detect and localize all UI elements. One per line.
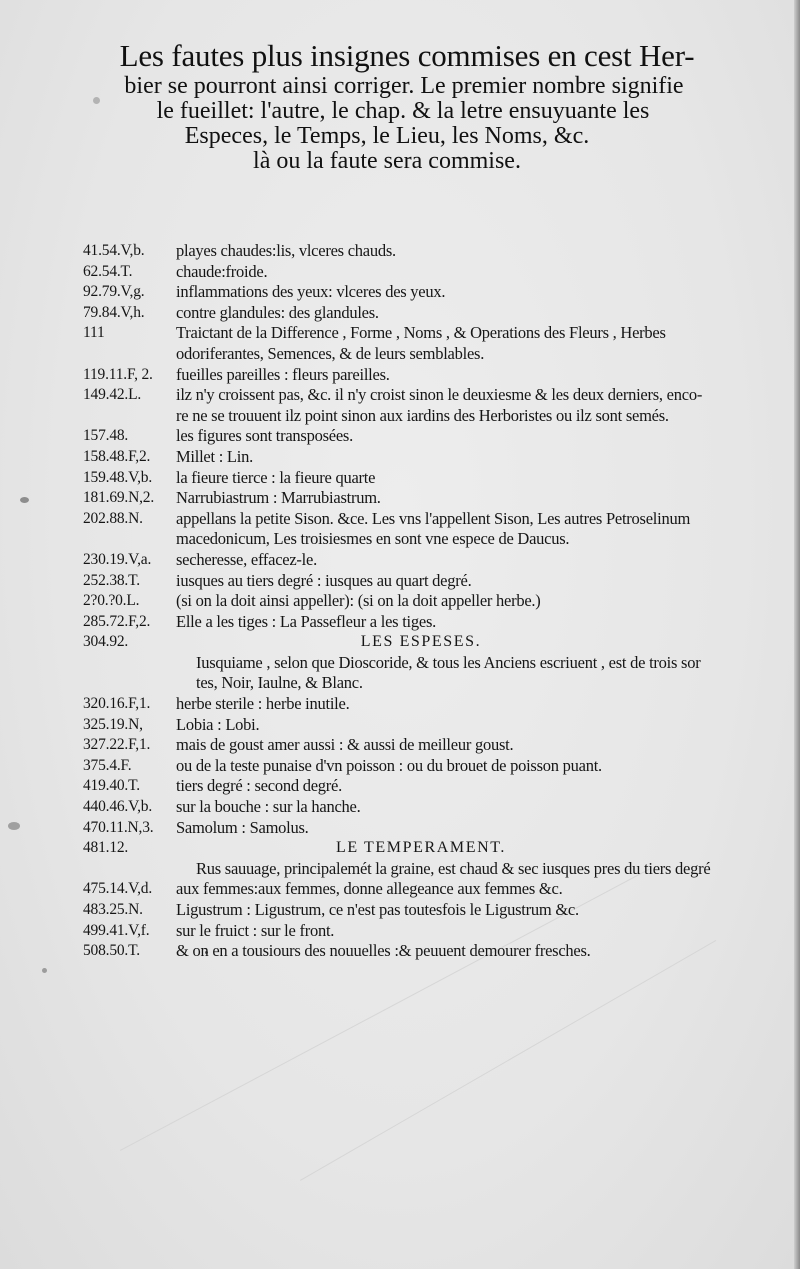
errata-ref: 320.16.F,1.: [83, 695, 151, 713]
errata-text: Ligustrum : Ligustrum, ce n'est pas toutesfois le Ligustrum &c.: [176, 900, 579, 919]
errata-text: Samolum : Samolus.: [176, 817, 309, 837]
errata-text: re ne se trouuent ilz point sinon aux iardins des Herboristes ou ilz sont semés.: [176, 405, 669, 425]
errata-ref: 41.54.V,b.: [83, 242, 145, 259]
errata-ref: 304.92.: [83, 633, 129, 651]
errata-text: la fieure tierce : la fieure quarte: [176, 467, 376, 487]
errata-row: [0, 776, 800, 797]
errata-row: [0, 509, 800, 530]
errata-text: contre glandules: des glandules.: [176, 302, 379, 322]
errata-row: [0, 900, 800, 921]
errata-list: [0, 241, 800, 962]
errata-ref: 440.46.V,b.: [83, 798, 152, 816]
errata-ref: 62.54.T.: [83, 262, 133, 280]
errata-ref: 481.12.: [83, 839, 129, 857]
errata-text: iusques au tiers degré : iusques au quart degré.: [176, 570, 472, 590]
errata-text: Millet : Lin.: [176, 446, 253, 466]
errata-row: [0, 241, 800, 262]
show-through-line: [300, 940, 716, 1181]
section-heading-row: [0, 838, 800, 859]
title-line: Les fautes plus insignes commises en cest Her-: [119, 38, 695, 73]
errata-row: [0, 468, 800, 489]
errata-text: ou de la teste punaise d'vn poisson : ou du brouet de poisson puant.: [176, 755, 602, 775]
errata-ref: 159.48.V,b.: [83, 468, 152, 486]
errata-ref: 252.38.T.: [83, 571, 140, 589]
errata-text: herbe sterile : herbe inutile.: [176, 694, 350, 714]
errata-ref: 157.48.: [83, 427, 129, 445]
errata-ref: 119.11.F, 2.: [83, 365, 153, 383]
section-heading: LES ESPESES.: [360, 633, 482, 651]
errata-ref: 419.40.T.: [83, 777, 140, 795]
errata-ref: 375.4.F.: [83, 756, 132, 774]
title-line: là ou la faute sera commise.: [253, 148, 521, 174]
errata-row: [0, 797, 800, 818]
errata-row: [0, 715, 800, 736]
errata-ref: 202.88.N.: [83, 509, 143, 527]
errata-ref: 92.79.V,g.: [83, 283, 145, 301]
errata-ref: 499.41.V,f.: [83, 921, 150, 939]
errata-row: [0, 921, 800, 942]
section-heading-row: [0, 632, 800, 653]
errata-row: [0, 262, 800, 283]
errata-row: [0, 941, 800, 962]
errata-ref: 181.69.N,2.: [83, 489, 154, 507]
errata-text: chaude:froide.: [176, 261, 268, 281]
errata-row: [0, 426, 800, 447]
errata-text: inflammations des yeux: vlceres des yeux.: [176, 282, 446, 302]
errata-ref: 475.14.V,d.: [83, 880, 152, 898]
errata-row: [0, 818, 800, 839]
errata-text: ilz n'y croissent pas, &c. il n'y croist sinon le deuxiesme & les deux derniers, enco-: [176, 385, 703, 405]
errata-row: [0, 694, 800, 715]
errata-text: aux femmes:aux femmes, donne allegeance aux femmes &c.: [176, 879, 563, 899]
errata-row: [0, 591, 800, 612]
ink-speck: [42, 968, 47, 973]
errata-row: [0, 447, 800, 468]
errata-row: [0, 653, 800, 674]
errata-ref: 325.19.N,: [83, 715, 143, 733]
errata-text: Lobia : Lobi.: [176, 714, 260, 734]
errata-text: macedonicum, Les troisiesmes en sont vne espece de Daucus.: [176, 529, 570, 549]
errata-ref: 470.11.N,3.: [83, 818, 154, 836]
section-heading: LE TEMPERAMENT.: [335, 839, 507, 857]
errata-ref: 508.50.T.: [83, 942, 140, 960]
errata-row: [0, 385, 800, 406]
errata-row: [0, 303, 800, 324]
title-line: Especes, le Temps, le Lieu, les Noms, &c.: [184, 123, 590, 149]
errata-ref: 2?0.?0.L.: [83, 592, 140, 610]
errata-text: appellans la petite Sison. &ce. Les vns l'appellent Sison, Les autres Petroselinum: [176, 508, 691, 528]
errata-row: [0, 365, 800, 386]
errata-ref: 483.25.N.: [83, 901, 143, 918]
errata-text: tes, Noir, Iaulne, & Blanc.: [196, 673, 363, 693]
errata-text: (si on la doit ainsi appeller): (si on la doit appeller herbe.): [176, 591, 541, 611]
errata-ref: 158.48.F,2.: [83, 447, 151, 465]
errata-row: [0, 282, 800, 303]
errata-text: fueilles pareilles : fleurs pareilles.: [176, 364, 390, 384]
errata-text: secheresse, effacez-le.: [176, 549, 317, 569]
errata-text: sur le fruict : sur le front.: [176, 920, 335, 940]
errata-ref: 327.22.F,1.: [83, 736, 151, 754]
errata-ref: 230.19.V,a.: [83, 550, 152, 568]
errata-ref: 111: [83, 324, 105, 342]
title-line: bier se pourront ainsi corriger. Le premier nombre signifie: [124, 73, 684, 99]
page-title: [0, 38, 800, 174]
errata-row: [0, 344, 800, 365]
errata-text: les figures sont transposées.: [176, 426, 353, 446]
errata-row: [0, 550, 800, 571]
errata-row: [0, 323, 800, 344]
errata-row: [0, 859, 800, 880]
errata-row: [0, 406, 800, 427]
errata-row: [0, 735, 800, 756]
errata-text: tiers degré : second degré.: [176, 776, 342, 796]
title-line: le fueillet: l'autre, le chap. & la letre ensuyuante les: [156, 98, 650, 124]
errata-text: mais de goust amer aussi : & aussi de meilleur goust.: [176, 735, 514, 755]
errata-row: [0, 488, 800, 509]
errata-text: Traictant de la Difference , Forme , Noms , & Operations des Fleurs , Herbes: [176, 323, 666, 343]
errata-text: Narrubiastrum : Marrubiastrum.: [176, 488, 381, 508]
errata-row: [0, 529, 800, 550]
errata-ref: 79.84.V,h.: [83, 303, 145, 321]
errata-text: odoriferantes, Semences, & de leurs semblables.: [176, 343, 485, 363]
errata-row: [0, 673, 800, 694]
errata-row: [0, 612, 800, 633]
errata-row: [0, 756, 800, 777]
errata-text: & on en a tousiours des nouuelles :& peuuent demourer fresches.: [176, 941, 591, 961]
errata-text: sur la bouche : sur la hanche.: [176, 797, 361, 817]
errata-text: Rus sauuage, principalemét la graine, est chaud & sec iusques pres du tiers degré: [196, 858, 711, 878]
errata-row: [0, 879, 800, 900]
errata-text: Elle a les tiges : La Passefleur a les tiges.: [176, 611, 437, 631]
errata-ref: 149.42.L.: [83, 386, 142, 404]
errata-row: [0, 571, 800, 592]
errata-text: Iusquiame , selon que Dioscoride, & tous les Anciens escriuent , est de trois sor: [196, 652, 701, 672]
errata-ref: 285.72.F,2.: [83, 612, 151, 630]
errata-text: playes chaudes:lis, vlceres chauds.: [176, 241, 396, 260]
